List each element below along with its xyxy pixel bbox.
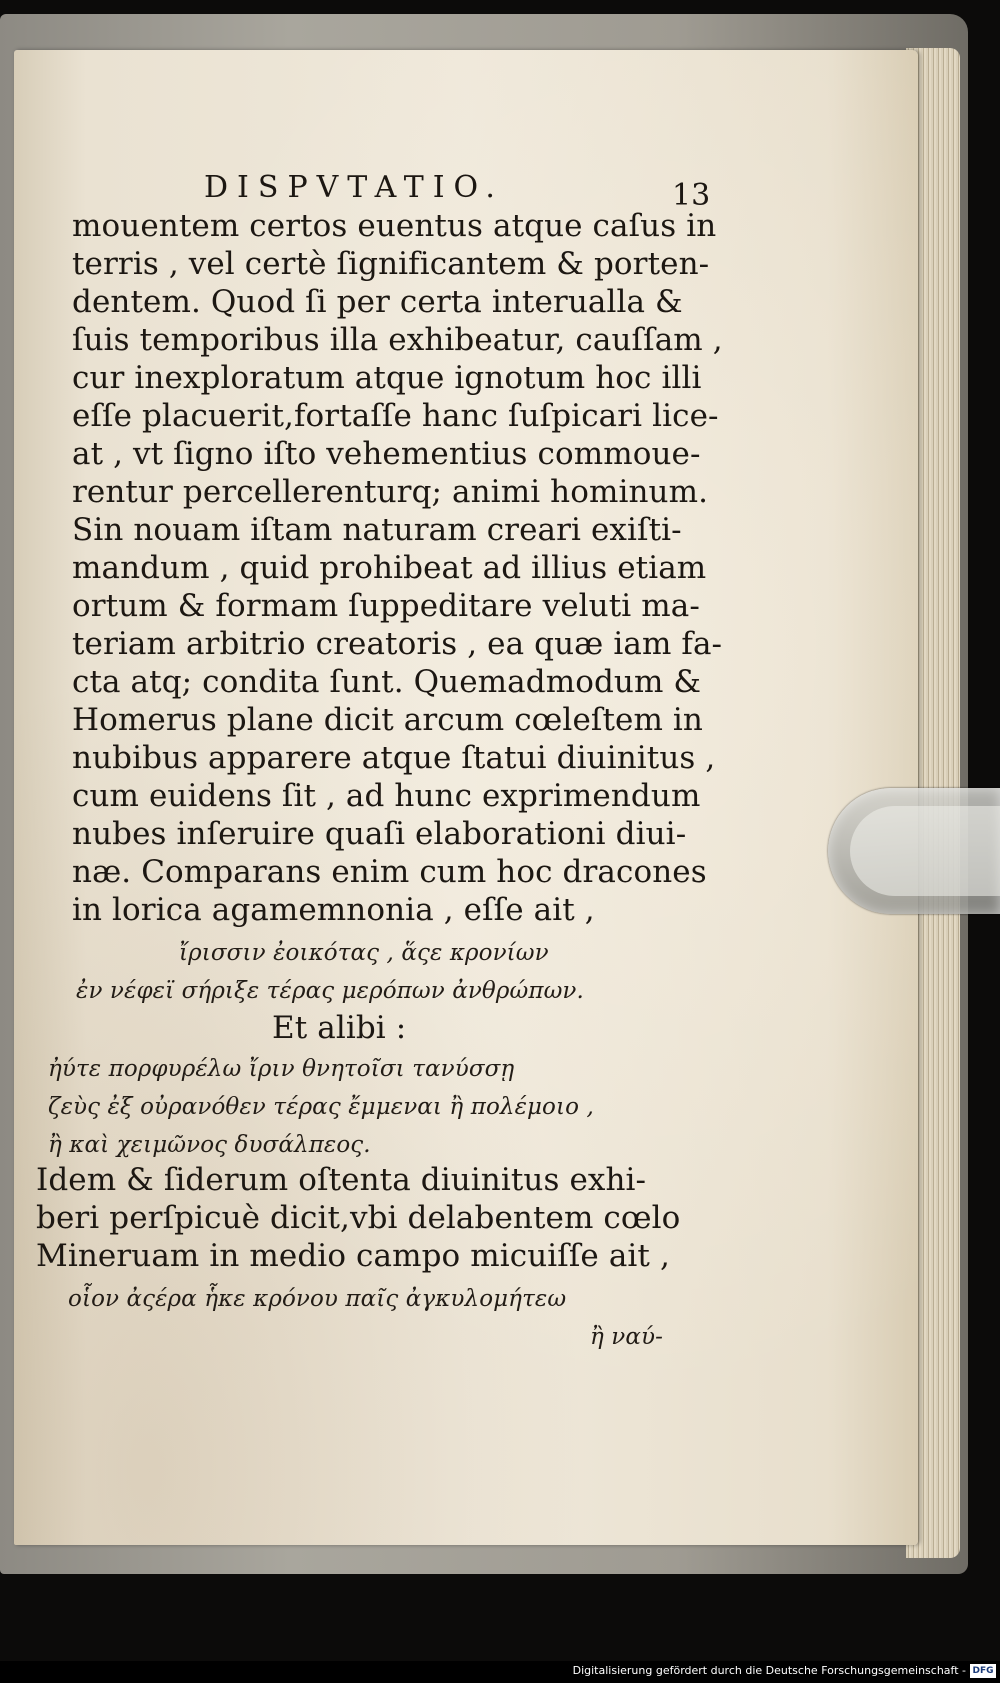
text-line: Homerus plane dicit arcum cœleſtem in bbox=[72, 702, 703, 738]
text-line: næ. Comparans enim cum hoc dracones bbox=[72, 854, 707, 890]
text-line: in lorica agamemnonia , eſſe ait , bbox=[72, 892, 595, 928]
catchword: ἢ ναύ- bbox=[590, 1324, 663, 1350]
text-line: Sin nouam iſtam naturam creari exiſti- bbox=[72, 512, 682, 548]
text-line: terris , vel certè ſignificantem & porten- bbox=[72, 246, 710, 282]
text-line: cum euidens ſit , ad hunc exprimendum bbox=[72, 778, 701, 814]
text-line: eſſe placuerit,fortaſſe hanc ſuſpicari lice- bbox=[72, 398, 719, 434]
text-line: beri perſpicuè dicit,vbi delabentem cœlo bbox=[36, 1200, 681, 1236]
text-line: at , vt ſigno iſto vehementius commoue- bbox=[72, 436, 701, 472]
book-page bbox=[14, 50, 918, 1545]
text-line: nubibus apparere atque ſtatui diuinitus , bbox=[72, 740, 716, 776]
et-alibi-heading: Et alibi : bbox=[272, 1010, 407, 1046]
greek-line: ἴρισσιν ἐοικότας , ἅςε κρονίων bbox=[179, 940, 549, 966]
text-line: mandum , quid prohibeat ad illius etiam bbox=[72, 550, 707, 586]
text-line: dentem. Quod ſi per certa interualla & bbox=[72, 284, 683, 320]
text-line: rentur percellerenturq; animi hominum. bbox=[72, 474, 709, 510]
text-line: Idem & ſiderum oſtenta diuinitus exhi- bbox=[36, 1162, 647, 1198]
text-line: teriam arbitrio creatoris , ea quæ iam fa- bbox=[72, 626, 723, 662]
page-number: 13 bbox=[672, 178, 711, 213]
greek-line: ἐν νέφεϊ σήριξε τέρας μερόπων ἀνθρώπων. bbox=[76, 978, 584, 1004]
text-line: nubes inſeruire quaſi elaborationi diui- bbox=[72, 816, 687, 852]
greek-line: ἢ καὶ χειμῶνος δυσάλπεος. bbox=[48, 1132, 371, 1158]
greek-line: ζεὺς ἐξ οὐρανόθεν τέρας ἔμμεναι ἢ πολέμοιο , bbox=[48, 1094, 594, 1120]
running-title: DISPVTATIO. bbox=[204, 170, 504, 205]
text-line: ortum & formam ſuppeditare veluti ma- bbox=[72, 588, 700, 624]
text-line: ſuis temporibus illa exhibeatur, cauſſam , bbox=[72, 322, 723, 358]
greek-line-3: οἷον ἀςέρα ἧκε κρόνου παῖς ἀγκυλομήτεω bbox=[68, 1286, 567, 1312]
text-line: cta atq; condita ſunt. Quemadmodum & bbox=[72, 664, 702, 700]
dfg-logo: DFG bbox=[970, 1664, 996, 1678]
page-clip-highlight bbox=[850, 806, 1000, 896]
digitization-credit: Digitalisierung gefördert durch die Deutsche Forschungsgemeinschaft - bbox=[572, 1664, 966, 1677]
greek-line: ἠύτε πορφυρέλω ἴριν θνητοῖσι τανύσσῃ bbox=[48, 1056, 515, 1082]
text-line: Mineruam in medio campo micuiſſe ait , bbox=[36, 1238, 670, 1274]
text-line: cur inexploratum atque ignotum hoc illi bbox=[72, 360, 702, 396]
text-line: mouentem certos euentus atque caſus in bbox=[72, 208, 717, 244]
